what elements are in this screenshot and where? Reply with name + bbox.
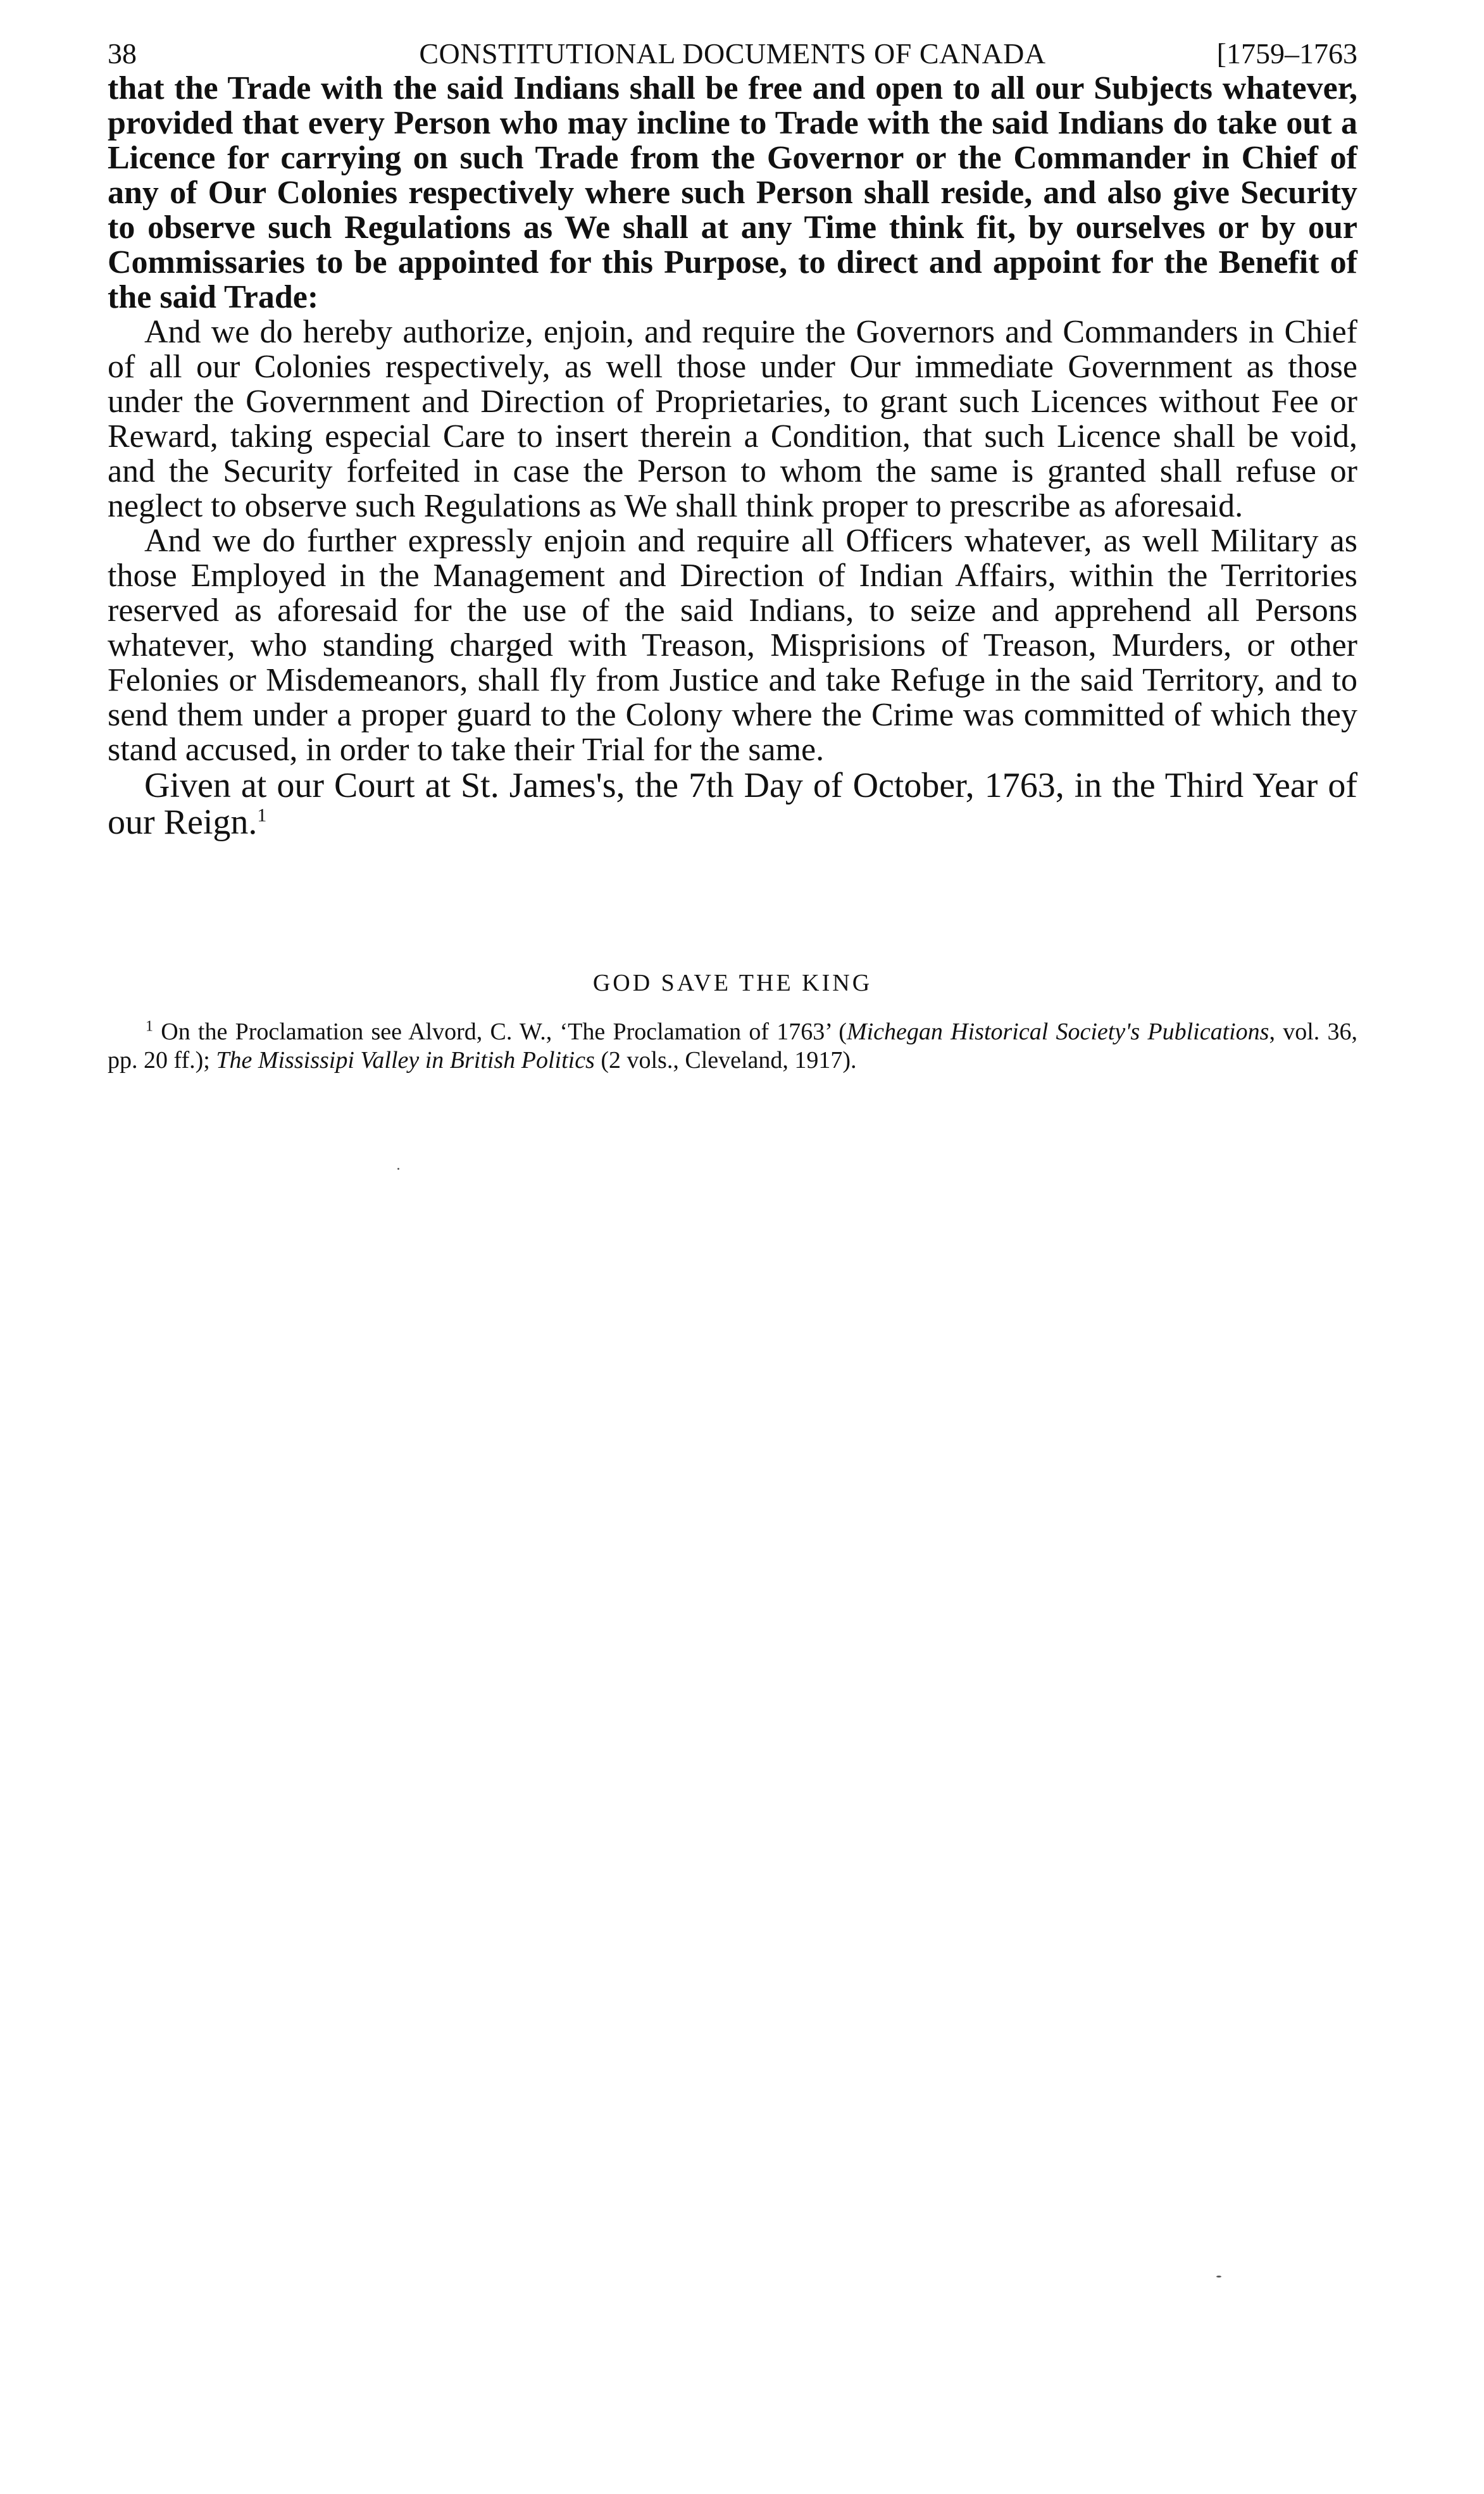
scan-speck bbox=[397, 1168, 399, 1170]
footnote-text bbox=[108, 1018, 1357, 1075]
scan-speck bbox=[1216, 2276, 1221, 2278]
footnote-reference: 1 bbox=[257, 805, 267, 826]
closing-line: GOD SAVE THE KING bbox=[592, 970, 873, 996]
footnote-middle: , vol. 36, pp. 20 ff.); bbox=[108, 1018, 1358, 1074]
date-range: [1759–1763 bbox=[1216, 37, 1357, 70]
footnote-italic-title-1: Michegan Historical Society's Publications bbox=[846, 1018, 1269, 1045]
footnote bbox=[108, 1018, 1357, 1075]
paragraph-enjoin: And we do further expressly enjoin and require all Officers whatever, as well Military as those Employed in the Management and Direction of Indian Affairs, within the Territories reserved as aforesaid for the use of the said Indians, to seize and apprehend all Persons whatever, who standing charged with Treason, Misprisions of Treason, Murders, or other Felonies or Misdemeanors, shall fly from Justice and take Refuge in the said Territory, and to send them under a proper guard to the Colony where the Crime was committed of which they stand accused, in order to take their Trial for the same. bbox=[108, 523, 1357, 768]
body-text bbox=[108, 71, 1357, 841]
paragraph-authorize: And we do hereby authorize, enjoin, and require the Governors and Commanders in Chief of all our Colonies respectively, as well those under Our immediate Government as those under the Government and Direction of Proprietaries, to grant such Licences without Fee or Reward, taking especial Care to insert therein a Condition, that such Licence shall be void, and the Security forfeited in case the Person to whom the same is granted shall refuse or neglect to observe such Regulations as We shall think proper to prescribe as aforesaid. bbox=[108, 314, 1357, 524]
footnote-marker: 1 bbox=[146, 1018, 153, 1035]
footnote-lead: On the Proclamation see Alvord, C. W., ‘The Proclamation of 1763’ ( bbox=[161, 1018, 847, 1045]
footnote-tail: (2 vols., Cleveland, 1917). bbox=[594, 1047, 857, 1074]
running-title: CONSTITUTIONAL DOCUMENTS OF CANADA bbox=[419, 37, 1046, 70]
given-text: Given at our Court at St. James's, the 7th Day of October, 1763, in the Third Year of our Reign. bbox=[108, 766, 1357, 842]
footnote-italic-title-2: The Mississipi Valley in British Politics bbox=[216, 1047, 595, 1074]
running-head bbox=[108, 32, 1357, 76]
paragraph-given bbox=[108, 767, 1357, 841]
page-number: 38 bbox=[108, 37, 137, 70]
continuation-paragraph: that the Trade with the said Indians shall be free and open to all our Subjects whatever, provided that every Person who may incline to Trade with the said Indians do take out a Licence for carrying on such Trade from the Governor or the Commander in Chief of any of Our Colonies respectively where such Person shall reside, and also give Security to observe such Regulations as We shall at any Time think fit, by ourselves or by our Commissaries to be appointed for this Purpose, to direct and appoint for the Benefit of the said Trade: bbox=[108, 70, 1357, 315]
